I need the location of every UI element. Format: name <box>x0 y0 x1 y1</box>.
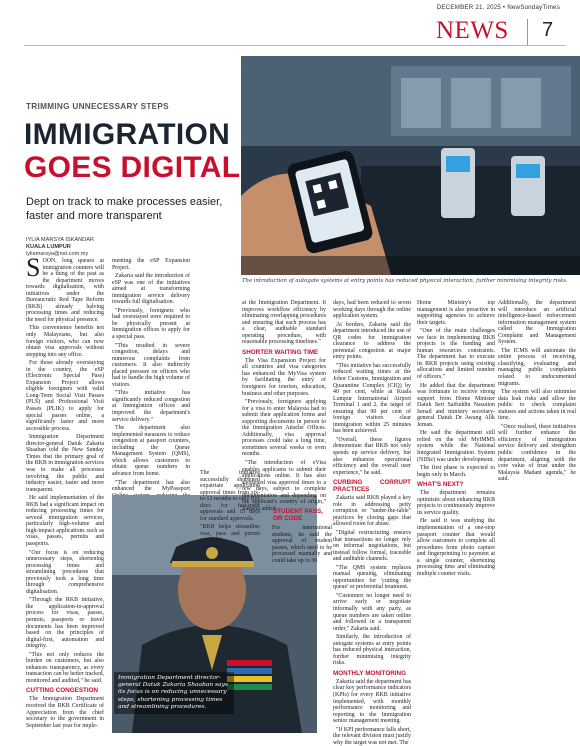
paragraph: at the Immigration Department. It improves workflow efficiency by eliminating overlapping procedures and ensuring that each process has a clear, auditable standard operating procedure, with reasonable processing timelines." <box>242 300 326 346</box>
paragraph: Immigration Department director-general Datuk Zakaria Shaaban told the New Sunday Times that the primary goal of the RKB in immigration services was to make all processes involving the public and industry easier, faster and more transparent. <box>26 434 104 493</box>
column-3 <box>242 300 326 512</box>
paragraph: The department remains optimistic about enhancing RKB projects to continuously improve its service quality. <box>417 490 495 516</box>
column-2 <box>112 258 190 526</box>
paragraph: The system will also minimise data leak risks and allow the public to check complaint statuses and actions taken in real time. <box>498 389 576 422</box>
subheading: WHAT'S NEXT? <box>417 481 464 489</box>
paragraph: Zakaria said the introduction of eSP was one of the initiatives aimed at transforming immigration service delivery towards full digitalisation. <box>112 273 190 306</box>
paragraph: "Through the RKB initiative, the application-to-approval process for visas, passes, permits, passports or travel documents has been improved based on the principles of digital-first, automation and integrity. <box>26 597 104 650</box>
paragraph: This convenience benefits not only Malaysians, but also foreign visitors, who can now obtain visa approvals without stepping into any office. <box>26 325 104 358</box>
paragraph: Additionally, the department will introduce an artificial intelligence-based enforcement information management system called the Immigration Complaint and Management System. <box>498 300 576 346</box>
paragraph: For international students, he said the approval of student passes, which used to be processed manually and could take up to 30 <box>272 525 332 564</box>
column-5 <box>417 300 495 730</box>
paragraph: Home Ministry's top management is also proactive in supporting agencies to achieve their targets. <box>417 300 495 326</box>
paragraph: "Overall, these figures demonstrate that RKB not only speeds up service delivery, but also enhances operational efficiency and the overall user experience," he said. <box>333 436 411 476</box>
subheading: SHORTER WAITING TIME <box>242 348 319 356</box>
paragraph: The first phase is expected to begin only in March. <box>417 465 495 478</box>
page-number: 7 <box>542 19 554 41</box>
dateline: DECEMBER 21, 2025 • NewSundayTimes <box>436 4 560 11</box>
paragraph: "Previously, foreigners who had overstayed were required to be physically present at Immigration offices to apply for a special pass. <box>112 307 190 341</box>
paragraph: "RKB helps streamline visa, pass and permit processes <box>200 524 260 544</box>
paragraph: He said it was studying the implementation of a one-stop passport counter that would allow customers to complete all procedures from photo capture and fingerprinting to payment at a single counter, shortening processing time and eliminating multiple counter visits. <box>417 518 495 577</box>
deck: Dept on track to make processes easier, faster and more transparent <box>26 196 223 222</box>
headline-line-1: IMMIGRATION <box>24 118 231 151</box>
paragraph: menting the eSP Expansion Project. <box>112 258 190 271</box>
byline-place: KUALA LUMPUR <box>26 244 71 250</box>
paragraph: "Digital restructuring ensures that transactions no longer rely on informal negotiations, but instead follow formal, traceable and auditable channels. <box>333 529 411 563</box>
headline <box>24 118 244 184</box>
subheading: MONTHLY MONITORING <box>333 669 407 677</box>
paragraph: The Immigration Department received the RKB Certificate of Appreciation from the chief secretary to the government in September last year for imple- <box>26 696 104 729</box>
paragraph: For those already overstaying in the country, the eSP (Electronic Special Pass) Expansion Project allows eligible foreigners with valid Long-Term Social Visit Passes (PLS) and Professional Visit Passes (PLIK) to apply for special passes online, a significantly faster and more accessible process. <box>26 360 104 432</box>
paragraph: The ICMS will automate the entire process of receiving, classifying, evaluating and managing public complaints related to undocumented migrants. <box>498 347 576 387</box>
hero-photo <box>241 56 580 275</box>
paragraph: At borders, Zakaria said the department introduced the use of QR codes for immigration clearance to address the perennial congestion at major entry points. <box>333 321 411 361</box>
headline-line-2: GOES DIGITAL <box>24 151 241 184</box>
divider <box>527 19 528 45</box>
paragraph: "This not only reduces the burden on customers, but also enhances transparency, as every transaction can be better tracked, monitored and audited," he said. <box>26 651 104 684</box>
paragraph: days, had been reduced to seven working days through the online application system. <box>333 300 411 320</box>
paragraph: "One of the main challenges we face in implementing RKB projects is the funding and human resources constraints. The department has to execute its RKB projects using existing allocations and limited number of officers." <box>417 328 495 381</box>
paragraph: "Customers no longer need to arrive early or negotiate informally with any party, as queue numbers are taken online and followed in a transparent order," Zakaria said. <box>333 592 411 632</box>
paragraph: "The department has also enhanced the MyPassport <box>112 479 190 493</box>
paragraph: "If KPI performance falls short, the relevant division must justify why the target was not met. The <box>333 726 411 746</box>
paragraph: "This initiative has significantly reduced congestion at Immigration offices and improved the department's service delivery." <box>112 390 190 423</box>
byline-name: IYLIA MARSYA ISKANDAR <box>26 237 94 243</box>
paragraph: He said implementation of the RKB had a significant impact on reducing processing times for several immigration services, particularly high-volume and high-impact applications such as visas, passes, permits and passports. <box>26 495 104 547</box>
paragraph: He added that the department was fortunate to receive strong support from Home Minister Datuk Seri Saifuddin Nasution Ismail and ministry secretary-general Datuk Dr Awang Alik Jeman. <box>417 382 495 428</box>
autogate-photo-illustration <box>241 56 580 275</box>
dropcap: S <box>26 253 41 282</box>
paragraph: "Previously, foreigners applying for a visa to enter Malaysia had to submit their application forms and supporting documents in person to the Immigration Attaché Offices. Additionally, visa approval processes could take a long time, sometimes several weeks or even months. <box>242 399 326 458</box>
paragraph: "The QMS system replaces manual queuing, eliminating opportunities for 'cutting the queue' or preferential treatment. <box>333 564 411 591</box>
paragraph: The initiative successfully shortened expatriate application approval times from six-to-12 months to only five days for fast-track approvals and 15 days for standard approvals. <box>200 470 260 522</box>
subheading: STUDENT PASS, OR CODE <box>273 508 323 523</box>
kicker: TRIMMING UNNECESSARY STEPS <box>26 102 169 111</box>
subheading: CURBING CORRUPT PRACTICES <box>333 479 411 494</box>
masthead <box>24 0 566 45</box>
paragraph: OON, long queues at immigration counters will be a thing of the past as the department moves towards digitalisation, with initiatives under the Bureaucratic Red Tape Reform (RKB) already halving processing times and reducing the need for physical presence. <box>26 258 104 323</box>
paragraph: "This initiative has successfully reduced waiting times at the Johor Customs, Immigration and Quarantine Complex (CIQ) by 40 per cent, while at Kuala Lumpur International Airport Terminal 1 and 2, the target of ensuring that 90 per cent of foreign visitors clear immigration within 25 minutes has been achieved. <box>333 362 411 435</box>
paragraph: "Our focus is on reducing unnecessary steps, shortening processing times and streamlining procedures that previously took a long time through comprehensive digitalisation. <box>26 549 104 595</box>
column-4 <box>333 300 411 746</box>
subheading: CUTTING CONGESTION <box>26 687 99 695</box>
hero-caption: The introduction of autogate systems at entry points has reduced physical interaction, further minimising integrity risks. <box>242 278 568 284</box>
paragraph: Zakaria said RKB played a key role in addressing petty corruption or "under-the-table" practices by closing gaps that allowed room for abuse. <box>333 495 411 528</box>
portrait-caption: Immigration Department director-general Datuk Zakaria Shaaban says its focus is on reducing unnecessary steps, shortening processing times and streamlining procedures. <box>114 672 234 714</box>
paragraph: "The introduction of eVisa enables applicants to submit their applications online. It has also shortened visa approval times to a few days, subject to complete documentation and depending on the applicant's country of origin," Zakaria added. <box>242 460 326 512</box>
paragraph: The department also implemented measures to reduce congestion at passport counters, including the Queue Management System (QMS), which allows customers to obtain queue numbers in advance from home. <box>112 425 190 477</box>
paragraph: "This resulted in severe congestion, delays and numerous complaints from customers. It also indirectly placed pressure on officers who had to handle the high volume of visitors. <box>112 342 190 388</box>
paragraph: Zakaria said the department has clear key performance indicators (KPIs) for every RKB initiative implemented, with monthly performance monitoring and reporting to the Immigration senior management meeting. <box>333 678 411 725</box>
paragraph: Similarly, the introduction of autogate systems at entry points has reduced physical interaction, further minimising integrity risks. <box>333 634 411 667</box>
masthead-rule <box>24 45 566 46</box>
paragraph: He said the department still relied on the old MyIMMS system while the National Integrated Immigration System (NIISe) was under development. <box>417 430 495 463</box>
column-6 <box>498 300 576 730</box>
section-title: NEWS <box>436 17 509 44</box>
paragraph: "Once realised, these initiatives will further enhance the efficiency of immigration service delivery and strengthen public confidence in the department, aligning with the core value of trust under the Malaysia Madani agenda," he said. <box>498 423 576 483</box>
paragraph: The Visa Expansion Project for all countries and visa categories has enhanced the MyVisa system by facilitating the entry of foreigners for tourism, education, business and other purposes. <box>242 357 326 397</box>
byline-email[interactable]: iyliamarsya@nst.com.my <box>26 251 89 257</box>
